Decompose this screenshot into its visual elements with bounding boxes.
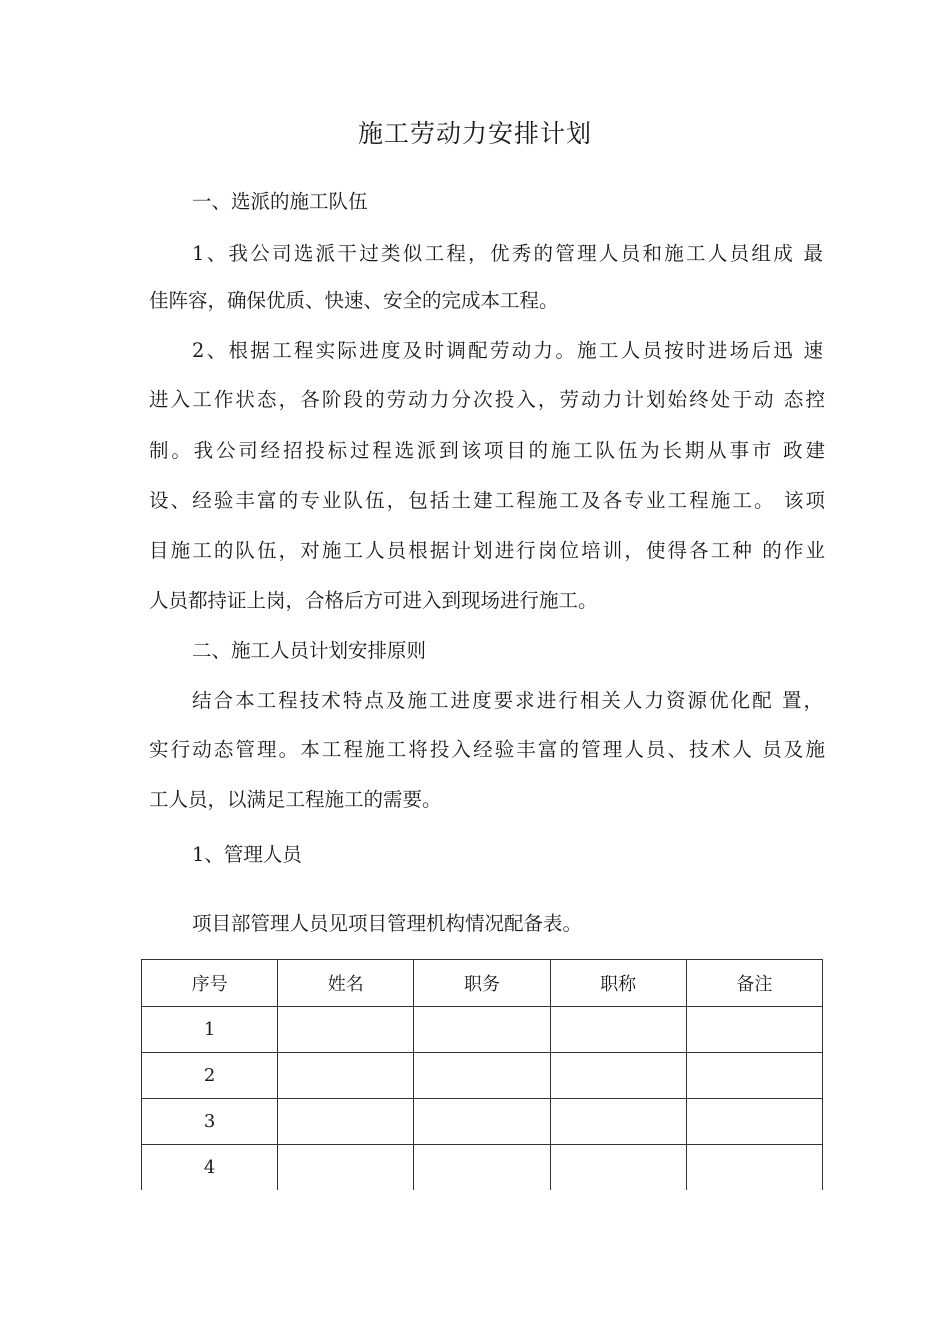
table-cell: [278, 1007, 414, 1053]
table-cell: [414, 1099, 550, 1145]
table-cell: 2: [142, 1053, 278, 1099]
table-cell: [550, 1145, 686, 1191]
section2-p1-line1: 结合本工程技术特点及施工进度要求进行相关人力资源优化配 置，: [192, 689, 823, 712]
section1-heading: 一、选派的施工队伍: [192, 190, 368, 213]
table-cell: 4: [142, 1145, 278, 1191]
section2-heading: 二、施工人员计划安排原则: [192, 639, 427, 662]
section2-p1-line2: 实行动态管理。本工程施工将投入经验丰富的管理人员、技术人 员及施: [149, 738, 825, 761]
table-row: [142, 1145, 823, 1191]
section1-p2-line4: 设、经验丰富的专业队伍，包括土建工程施工及各专业工程施工。 该项: [149, 489, 825, 512]
section1-p2-line3: 制。我公司经招投标过程选派到该项目的施工队伍为长期从事市 政建: [149, 439, 825, 462]
table-row: [142, 1007, 823, 1053]
table-cell: [414, 1007, 550, 1053]
table-header-row: [142, 960, 823, 1007]
section2-sub1-text: 项目部管理人员见项目管理机构情况配备表。: [192, 912, 583, 935]
table-cell: [550, 1099, 686, 1145]
table-cell: [550, 1053, 686, 1099]
section2-p1-line3: 工人员，以满足工程施工的需要。: [149, 788, 442, 811]
table-cell: [278, 1145, 414, 1191]
table-cell: [686, 1053, 822, 1099]
header-name: 姓名: [278, 960, 414, 1007]
table-row: [142, 1099, 823, 1145]
section2-sub1: 1、管理人员: [192, 843, 302, 866]
table-cell: [686, 1099, 822, 1145]
header-title: 职称: [550, 960, 686, 1007]
table-cell: [550, 1007, 686, 1053]
table-row: [142, 1053, 823, 1099]
section1-p2-line5: 目施工的队伍，对施工人员根据计划进行岗位培训，使得各工种 的作业: [149, 539, 825, 562]
table-cell: [278, 1053, 414, 1099]
table-cell: 1: [142, 1007, 278, 1053]
header-index: 序号: [142, 960, 278, 1007]
table-cell: [414, 1053, 550, 1099]
header-position: 职务: [414, 960, 550, 1007]
header-remarks: 备注: [686, 960, 822, 1007]
document-title: 施工劳动力安排计划: [357, 119, 592, 148]
table-cell: [686, 1007, 822, 1053]
table-cell: [686, 1145, 822, 1191]
section1-p2-line1: 2、根据工程实际进度及时调配劳动力。施工人员按时进场后迅 速: [192, 339, 823, 362]
section1-p2-line2: 进入工作状态，各阶段的劳动力分次投入，劳动力计划始终处于动 态控: [149, 388, 825, 411]
table-cell: [278, 1099, 414, 1145]
section1-p2-line6: 人员都持证上岗，合格后方可进入到现场进行施工。: [149, 589, 598, 612]
table-cell: [414, 1145, 550, 1191]
section1-p1-line1: 1、我公司选派干过类似工程，优秀的管理人员和施工人员组成 最: [192, 242, 823, 265]
section1-p1-line2: 佳阵容，确保优质、快速、安全的完成本工程。: [149, 289, 559, 312]
table-cell: 3: [142, 1099, 278, 1145]
staff-table: [141, 959, 823, 1190]
